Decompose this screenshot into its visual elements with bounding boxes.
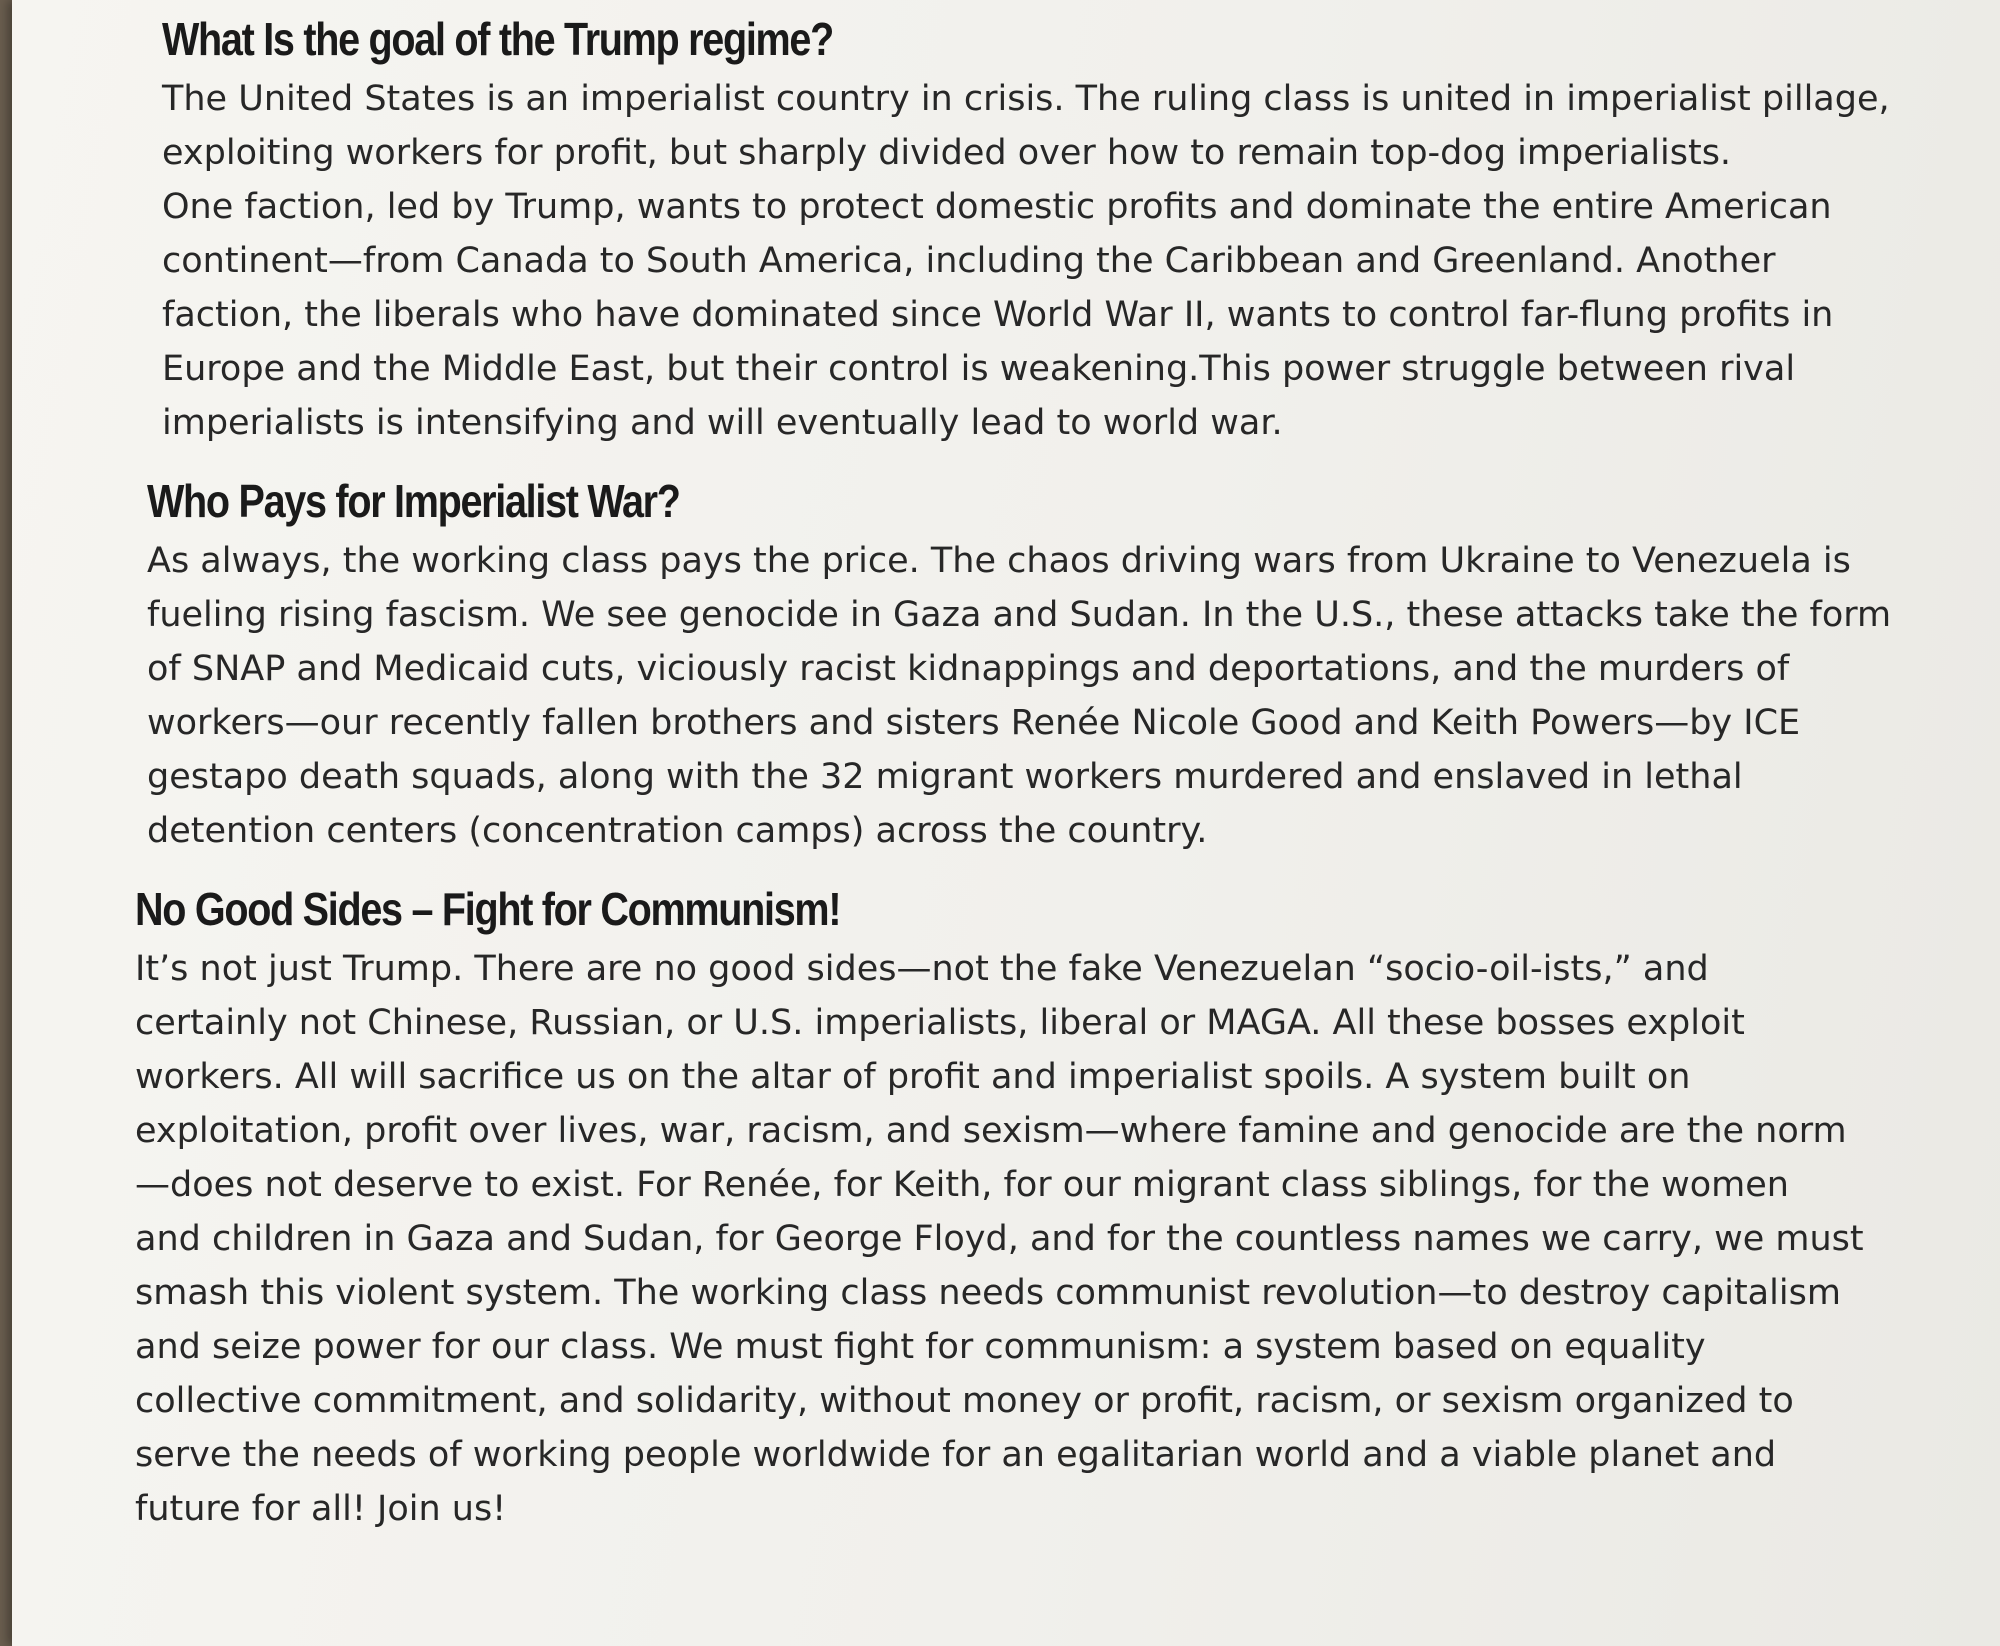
section-heading: What Is the goal of the Trump regime? <box>162 13 834 65</box>
body-line: It’s not just Trump. There are no good sides—not the fake Venezuelan “socio-oil-ists,” and <box>135 949 1709 989</box>
flyer-paper <box>12 0 2000 1646</box>
body-line: Europe and the Middle East, but their control is weakening.This power struggle between rival <box>162 349 1796 389</box>
body-line: One faction, led by Trump, wants to protect domestic profits and dominate the entire American <box>162 187 1832 227</box>
body-line-last: future for all! Join us! <box>135 1489 507 1529</box>
section-heading: No Good Sides – Fight for Communism! <box>135 883 841 935</box>
section-no-good-sides <box>135 880 2000 1536</box>
body-line: fueling rising fascism. We see genocide in Gaza and Sudan. In the U.S., these attacks take the form <box>147 595 1892 635</box>
body-line: smash this violent system. The working class needs communist revolution—to destroy capitalism <box>135 1273 1841 1313</box>
body-line: serve the needs of working people worldwide for an egalitarian world and a viable planet and <box>135 1435 1777 1475</box>
body-line: As always, the working class pays the price. The chaos driving wars from Ukraine to Venezuela is <box>147 541 1851 581</box>
section-trump-regime <box>162 10 2000 450</box>
section-body <box>147 534 2000 858</box>
body-line: exploiting workers for profit, but sharply divided over how to remain top-dog imperialists. <box>162 133 1732 173</box>
body-line: and seize power for our class. We must fight for communism: a system based on equality <box>135 1327 1706 1367</box>
section-body <box>162 72 2000 450</box>
body-line: The United States is an imperialist country in crisis. The ruling class is united in imperialist pillage, <box>162 79 1890 119</box>
body-line: detention centers (concentration camps) across the country. <box>147 811 1208 851</box>
body-line: workers. All will sacrifice us on the altar of profit and imperialist spoils. A system built on <box>135 1057 1691 1097</box>
body-line: collective commitment, and solidarity, without money or profit, racism, or sexism organized to <box>135 1381 1794 1421</box>
section-body <box>135 942 2000 1536</box>
body-line: —does not deserve to exist. For Renée, for Keith, for our migrant class siblings, for the women <box>135 1165 1789 1205</box>
flyer-content <box>107 10 2000 1558</box>
body-line: faction, the liberals who have dominated since World War II, wants to control far-flung profits in <box>162 295 1834 335</box>
body-line: exploitation, profit over lives, war, racism, and sexism—where famine and genocide are the norm <box>135 1111 1847 1151</box>
section-heading: Who Pays for Imperialist War? <box>147 475 680 527</box>
section-who-pays <box>147 472 2000 858</box>
body-line: workers—our recently fallen brothers and sisters Renée Nicole Good and Keith Powers—by ICE <box>147 703 1801 743</box>
body-line: continent—from Canada to South America, including the Caribbean and Greenland. Another <box>162 241 1776 281</box>
body-line: of SNAP and Medicaid cuts, viciously racist kidnappings and deportations, and the murders of <box>147 649 1790 689</box>
body-line: gestapo death squads, along with the 32 migrant workers murdered and enslaved in lethal <box>147 757 1743 797</box>
body-line: imperialists is intensifying and will eventually lead to world war. <box>162 403 1283 443</box>
body-line: and children in Gaza and Sudan, for George Floyd, and for the countless names we carry, we must <box>135 1219 1864 1259</box>
body-line: certainly not Chinese, Russian, or U.S. imperialists, liberal or MAGA. All these bosses exploit <box>135 1003 1745 1043</box>
